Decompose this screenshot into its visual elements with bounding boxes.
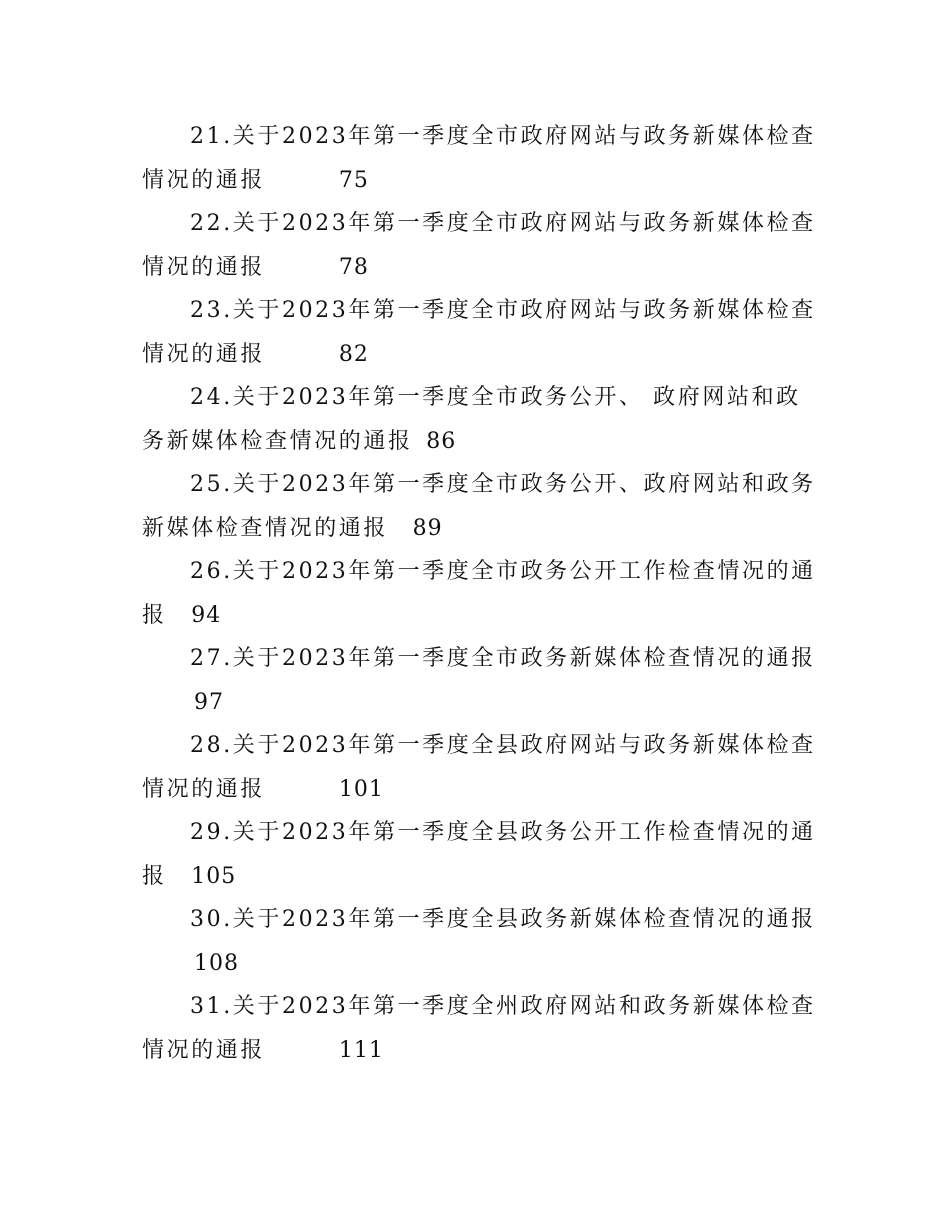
toc-entry-title: 22.关于2023年第一季度全市政府网站与政务新媒体检查 xyxy=(190,211,816,236)
toc-entry-title: 28.关于2023年第一季度全县政府网站与政务新媒体检查 xyxy=(190,733,816,758)
toc-entry-title: 24.关于2023年第一季度全市政务公开、 政府网站和政 xyxy=(190,385,801,410)
toc-entry-page-number: 108 xyxy=(194,950,239,976)
toc-entry-continuation xyxy=(142,246,810,290)
toc-entry-page-number: 94 xyxy=(191,602,222,628)
toc-entry-page-number: 111 xyxy=(338,1037,384,1063)
toc-entry-title-rest: 报 xyxy=(142,863,167,889)
toc-entry-title-rest: 情况的通报 xyxy=(142,341,266,367)
toc-entry-title-rest: 务新媒体检查情况的通报 xyxy=(142,428,413,454)
toc-entry[interactable] xyxy=(142,202,816,289)
toc-entry-title: 25.关于2023年第一季度全市政务公开、政府网站和政务 xyxy=(190,472,816,497)
toc-entry-title: 23.关于2023年第一季度全市政府网站与政务新媒体检查 xyxy=(190,298,816,323)
toc-entry-title-rest: 报 xyxy=(142,602,167,628)
toc-entry-page-number: 105 xyxy=(191,863,237,889)
toc-entry-page-number: 86 xyxy=(426,428,457,454)
toc-entry-title: 29.关于2023年第一季度全县政务公开工作检查情况的通 xyxy=(190,820,816,845)
toc-entry-continuation xyxy=(142,420,810,464)
toc-entry[interactable] xyxy=(142,811,816,898)
toc-entry-continuation xyxy=(142,333,810,377)
toc-entry-title: 31.关于2023年第一季度全州政府网站和政务新媒体检查 xyxy=(190,994,816,1019)
toc-entry-continuation xyxy=(142,1029,810,1073)
toc-entry[interactable] xyxy=(142,637,816,724)
toc-entry[interactable] xyxy=(142,985,816,1072)
toc-entry-title-rest: 情况的通报 xyxy=(142,167,266,193)
toc-entry-continuation xyxy=(142,768,810,812)
toc-entry-title: 27.关于2023年第一季度全市政务新媒体检查情况的通报 xyxy=(190,646,816,671)
toc-entry-title: 26.关于2023年第一季度全市政务公开工作检查情况的通 xyxy=(190,559,816,584)
toc-entry-continuation xyxy=(142,594,810,638)
toc-entry-page-number: 78 xyxy=(338,254,369,280)
table-of-contents xyxy=(142,115,816,1072)
toc-entry[interactable] xyxy=(142,289,816,376)
toc-entry-page-number: 101 xyxy=(338,776,384,802)
toc-entry-continuation xyxy=(142,681,810,725)
toc-entry-continuation xyxy=(142,942,810,986)
toc-entry[interactable] xyxy=(142,898,816,985)
toc-entry-continuation xyxy=(142,507,810,551)
toc-entry-title-rest: 情况的通报 xyxy=(142,776,266,802)
toc-entry-page-number: 89 xyxy=(412,515,443,541)
toc-entry[interactable] xyxy=(142,115,816,202)
toc-entry-page-number: 75 xyxy=(338,167,369,193)
toc-entry-title: 21.关于2023年第一季度全市政府网站与政务新媒体检查 xyxy=(190,124,816,149)
toc-entry-title-rest: 情况的通报 xyxy=(142,254,266,280)
toc-entry[interactable] xyxy=(142,550,816,637)
toc-entry-title: 30.关于2023年第一季度全县政务新媒体检查情况的通报 xyxy=(190,907,816,932)
toc-entry[interactable] xyxy=(142,376,810,463)
toc-entry-title-rest: 新媒体检查情况的通报 xyxy=(142,515,389,541)
toc-entry-page-number: 82 xyxy=(338,341,369,367)
toc-entry[interactable] xyxy=(142,463,816,550)
toc-entry-continuation xyxy=(142,855,810,899)
toc-entry-continuation xyxy=(142,159,810,203)
toc-entry-title-rest: 情况的通报 xyxy=(142,1037,266,1063)
toc-entry[interactable] xyxy=(142,724,816,811)
toc-entry-page-number: 97 xyxy=(194,689,224,715)
